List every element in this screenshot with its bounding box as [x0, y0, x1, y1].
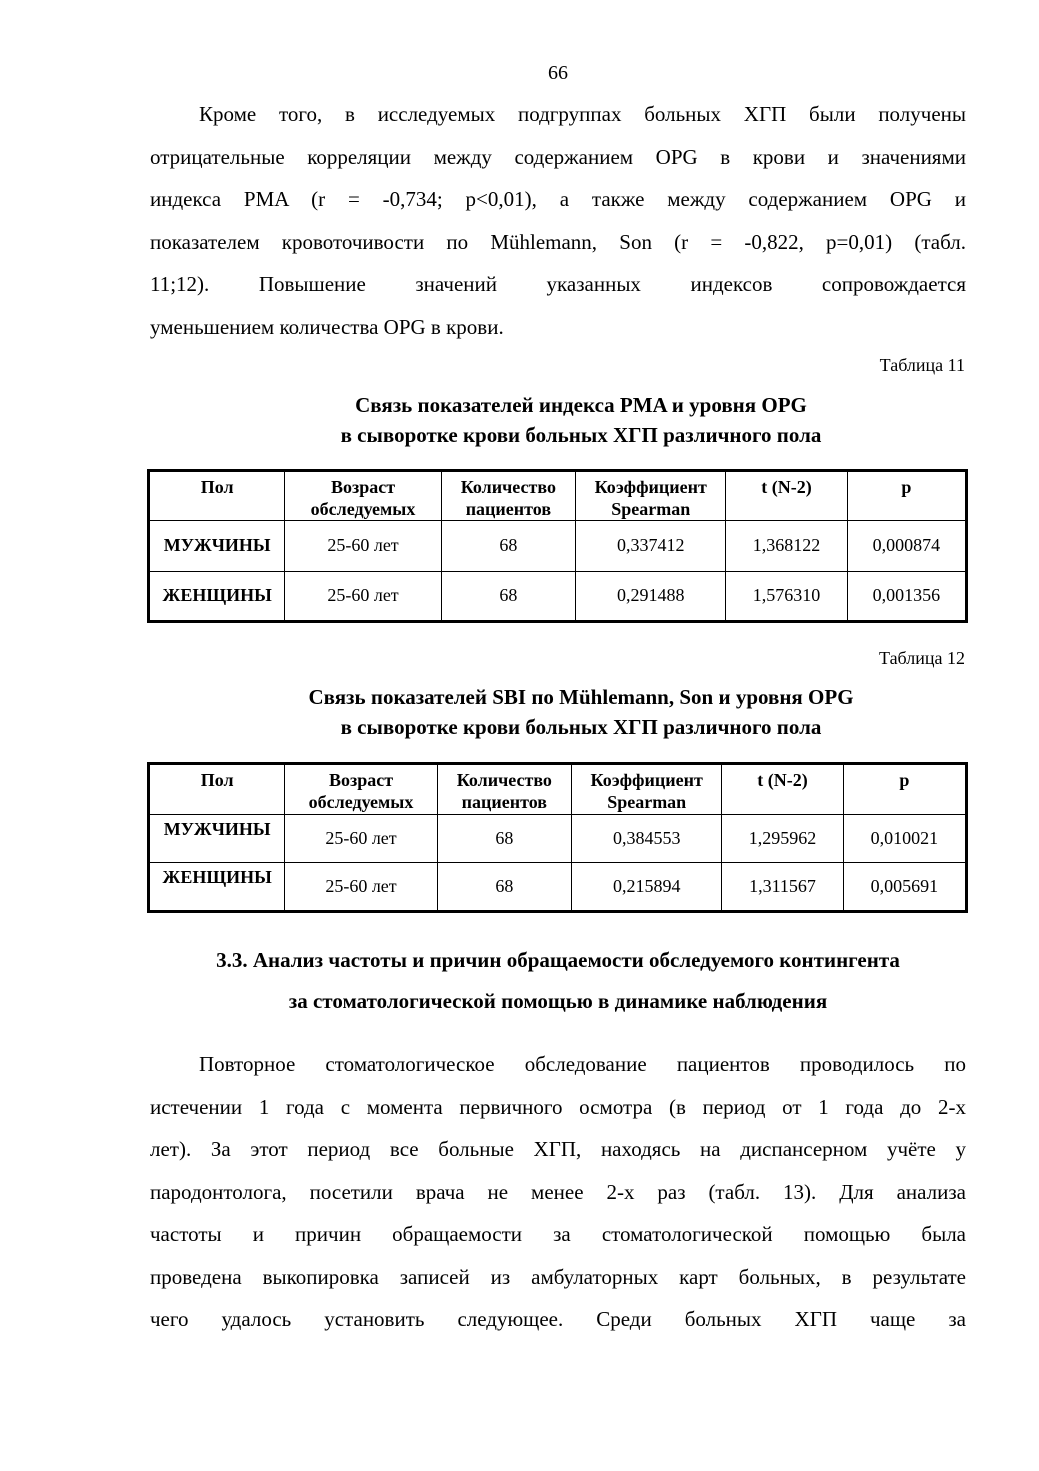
- text-line: чего удалось установить следующее. Среди больных ХГП чаще за: [150, 1307, 966, 1331]
- section-title-line2: за стоматологической помощью в динамике наблюдения: [288, 989, 828, 1013]
- table12-caption: Таблица 12: [879, 648, 965, 668]
- table11-title: [150, 390, 1012, 450]
- header-cell: Количество пациентов: [437, 764, 571, 815]
- table-11: [147, 469, 968, 623]
- text-line: истечении 1 года с момента первичного осмотра (в период от 1 года до 2-х: [150, 1094, 966, 1119]
- table-cell: 68: [441, 571, 575, 621]
- table-cell: 1,311567: [722, 863, 843, 912]
- table-cell: ЖЕНЩИНЫ: [149, 863, 285, 912]
- table-cell: 25-60 лет: [285, 815, 437, 863]
- table-cell: 1,295962: [722, 815, 843, 863]
- table-cell: 0,010021: [843, 815, 966, 863]
- text-line: отрицательные корреляции между содержанием OPG в крови и значениями: [150, 144, 966, 169]
- table-row: [149, 571, 967, 621]
- header-cell: Возраст обследуемых: [285, 764, 437, 815]
- header-cell: Возраст обследуемых: [285, 471, 441, 521]
- section-title-line1: 3.3. Анализ частоты и причин обращаемости обследуемого контингента: [216, 948, 900, 972]
- table-cell: 0,337412: [576, 521, 726, 571]
- table12-title-line1: Связь показателей SBI по Mühlemann, Son и уровня OPG: [308, 685, 854, 709]
- table-cell: 68: [441, 521, 575, 571]
- header-cell: Коэффициент Spearman: [572, 764, 722, 815]
- table-cell: 0,384553: [572, 815, 722, 863]
- paragraph-1: [150, 93, 966, 348]
- table11-title-line1: Связь показателей индекса PMA и уровня OPG: [355, 393, 807, 417]
- table12-title-line2: в сыворотке крови больных ХГП различного пола: [340, 715, 822, 739]
- table-cell: ЖЕНЩИНЫ: [149, 571, 285, 621]
- table-cell: 1,368122: [726, 521, 847, 571]
- text-line: пародонтолога, посетили врача не менее 2-х раз (табл. 13). Для анализа: [150, 1179, 966, 1204]
- header-cell: Пол: [149, 764, 285, 815]
- text-line: индекса PMA (r = -0,734; p<0,01), а также между содержанием OPG и: [150, 187, 966, 211]
- text-line: лет). За этот период все больные ХГП, находясь на диспансерном учёте у: [150, 1137, 966, 1161]
- table-cell: 0,001356: [847, 571, 966, 621]
- table-cell: 25-60 лет: [285, 571, 441, 621]
- table-cell: МУЖЧИНЫ: [149, 815, 285, 863]
- table-cell: 68: [437, 815, 571, 863]
- table-row: [149, 863, 967, 912]
- table-cell: 68: [437, 863, 571, 912]
- table-cell: 0,291488: [576, 571, 726, 621]
- text-line: проведена выкопировка записей из амбулаторных карт больных, в результате: [150, 1264, 966, 1289]
- table-header-row: [149, 471, 967, 521]
- table-12: [147, 762, 968, 913]
- text-line: показателем кровоточивости по Mühlemann, Son (r = -0,822, p=0,01) (табл.: [150, 229, 966, 254]
- header-cell: Пол: [149, 471, 285, 521]
- page-number: 66: [548, 62, 568, 84]
- text-line: 11;12). Повышение значений указанных индексов сопровождается: [150, 272, 966, 296]
- section-title: [150, 940, 966, 1022]
- table12-title: [150, 682, 1012, 742]
- header-cell: Коэффициент Spearman: [576, 471, 726, 521]
- table-cell: МУЖЧИНЫ: [149, 521, 285, 571]
- table-cell: 25-60 лет: [285, 863, 437, 912]
- header-cell: p: [843, 764, 966, 815]
- table11-caption: Таблица 11: [879, 355, 965, 375]
- table-cell: 0,215894: [572, 863, 722, 912]
- table-cell: 25-60 лет: [285, 521, 441, 571]
- table-cell: 0,000874: [847, 521, 966, 571]
- table-row: [149, 815, 967, 863]
- table-cell: 0,005691: [843, 863, 966, 912]
- table-row: [149, 521, 967, 571]
- header-cell: Количество пациентов: [441, 471, 575, 521]
- table-cell: 1,576310: [726, 571, 847, 621]
- header-cell: p: [847, 471, 966, 521]
- header-cell: t (N-2): [722, 764, 843, 815]
- text-line: уменьшением количества OPG в крови.: [150, 314, 504, 339]
- header-cell: t (N-2): [726, 471, 847, 521]
- table11-title-line2: в сыворотке крови больных ХГП различного пола: [340, 423, 822, 447]
- paragraph-2: [150, 1043, 966, 1341]
- text-line: частоты и причин обращаемости за стоматологической помощью была: [150, 1222, 966, 1246]
- text-line: Кроме того, в исследуемых подгруппах больных ХГП были получены: [199, 102, 966, 126]
- table-header-row: [149, 764, 967, 815]
- text-line: Повторное стоматологическое обследование пациентов проводилось по: [199, 1052, 966, 1076]
